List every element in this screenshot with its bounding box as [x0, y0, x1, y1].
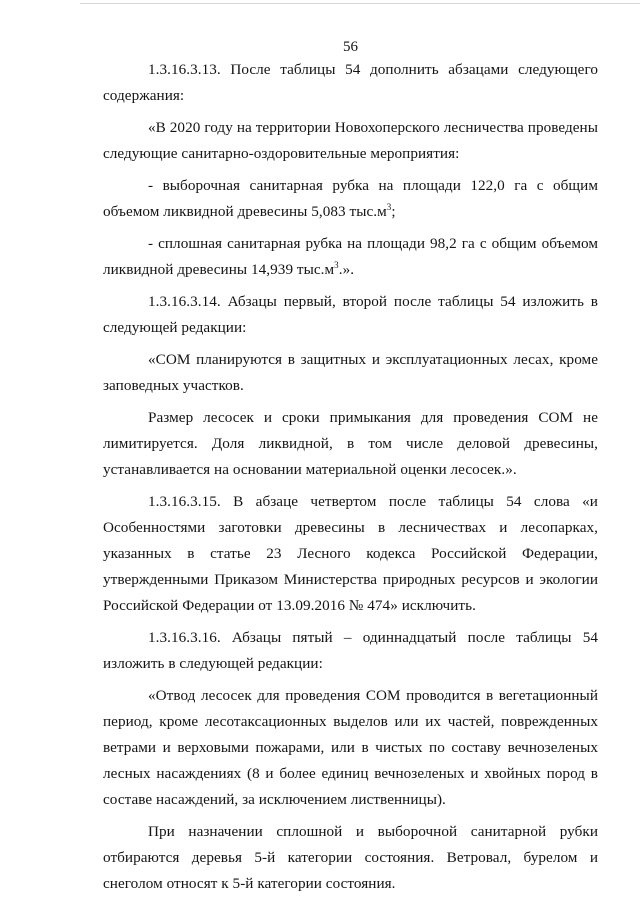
paragraph-1-3-16-3-15: 1.3.16.3.15. В абзаце четвертом после таблицы 54 слова «и Особенностями заготовки древесины в лесничествах и лесопарках, указанных в статье 23 Лесного кодекса Российской Федерации, утвержденными Приказом Министерства природных ресурсов и экологии Российской Федерации от 13.09.2016 № 474» исключить.: [103, 493, 598, 614]
selective-felling-tail: ;: [391, 203, 396, 220]
paragraph-1-3-16-3-16: 1.3.16.3.16. Абзацы пятый – одиннадцатый после таблицы 54 изложить в следующей редакции:: [103, 629, 598, 672]
paragraph-selective-felling: [103, 173, 598, 225]
selective-felling-text: - выборочная санитарная рубка на площади 122,0 га с общим объемом ликвидной древесины 5,083 тыс.м: [103, 177, 598, 220]
paragraph-tree-category: При назначении сплошной и выборочной санитарной рубки отбираются деревья 5-й категории состояния. Ветровал, бурелом и снеголом относят к 5-й категории состояния.: [103, 823, 598, 892]
paragraph-som-planned: «СОМ планируются в защитных и эксплуатационных лесах, кроме заповедных участков.: [103, 351, 598, 394]
clear-felling-text: - сплошная санитарная рубка на площади 98,2 га с общим объемом ликвидной древесины 14,939 тыс.м: [103, 235, 598, 278]
cubic-superscript: 3: [334, 259, 339, 270]
paragraph-1-3-16-3-13: 1.3.16.3.13. После таблицы 54 дополнить абзацами следующего содержания:: [103, 61, 598, 104]
paragraph-clear-felling: [103, 231, 598, 283]
page-number: 56: [343, 39, 358, 55]
paragraph-plot-allocation: «Отвод лесосек для проведения СОМ проводится в вегетационный период, кроме лесотаксационных выделов или их частей, поврежденных ветрами и верховыми пожарами, или в чистых по составу вечнозеленых лесных насаждениях (8 и более единиц вечнозеленых и хвойных пород в составе насаждений, за исключением лиственницы).: [103, 687, 598, 808]
paragraph-plot-size: Размер лесосек и сроки примыкания для проведения СОМ не лимитируется. Доля ликвидной, в том числе деловой древесины, устанавливается на основании материальной оценки лесосек.».: [103, 409, 598, 478]
paragraph-quote-2020-measures: «В 2020 году на территории Новохоперского лесничества проведены следующие санитарно-оздоровительные мероприятия:: [103, 119, 598, 162]
paragraph-1-3-16-3-14: 1.3.16.3.14. Абзацы первый, второй после таблицы 54 изложить в следующей редакции:: [103, 293, 598, 336]
scan-top-edge: [80, 3, 640, 4]
cubic-superscript: 3: [386, 201, 392, 212]
clear-felling-tail: .».: [338, 261, 355, 278]
